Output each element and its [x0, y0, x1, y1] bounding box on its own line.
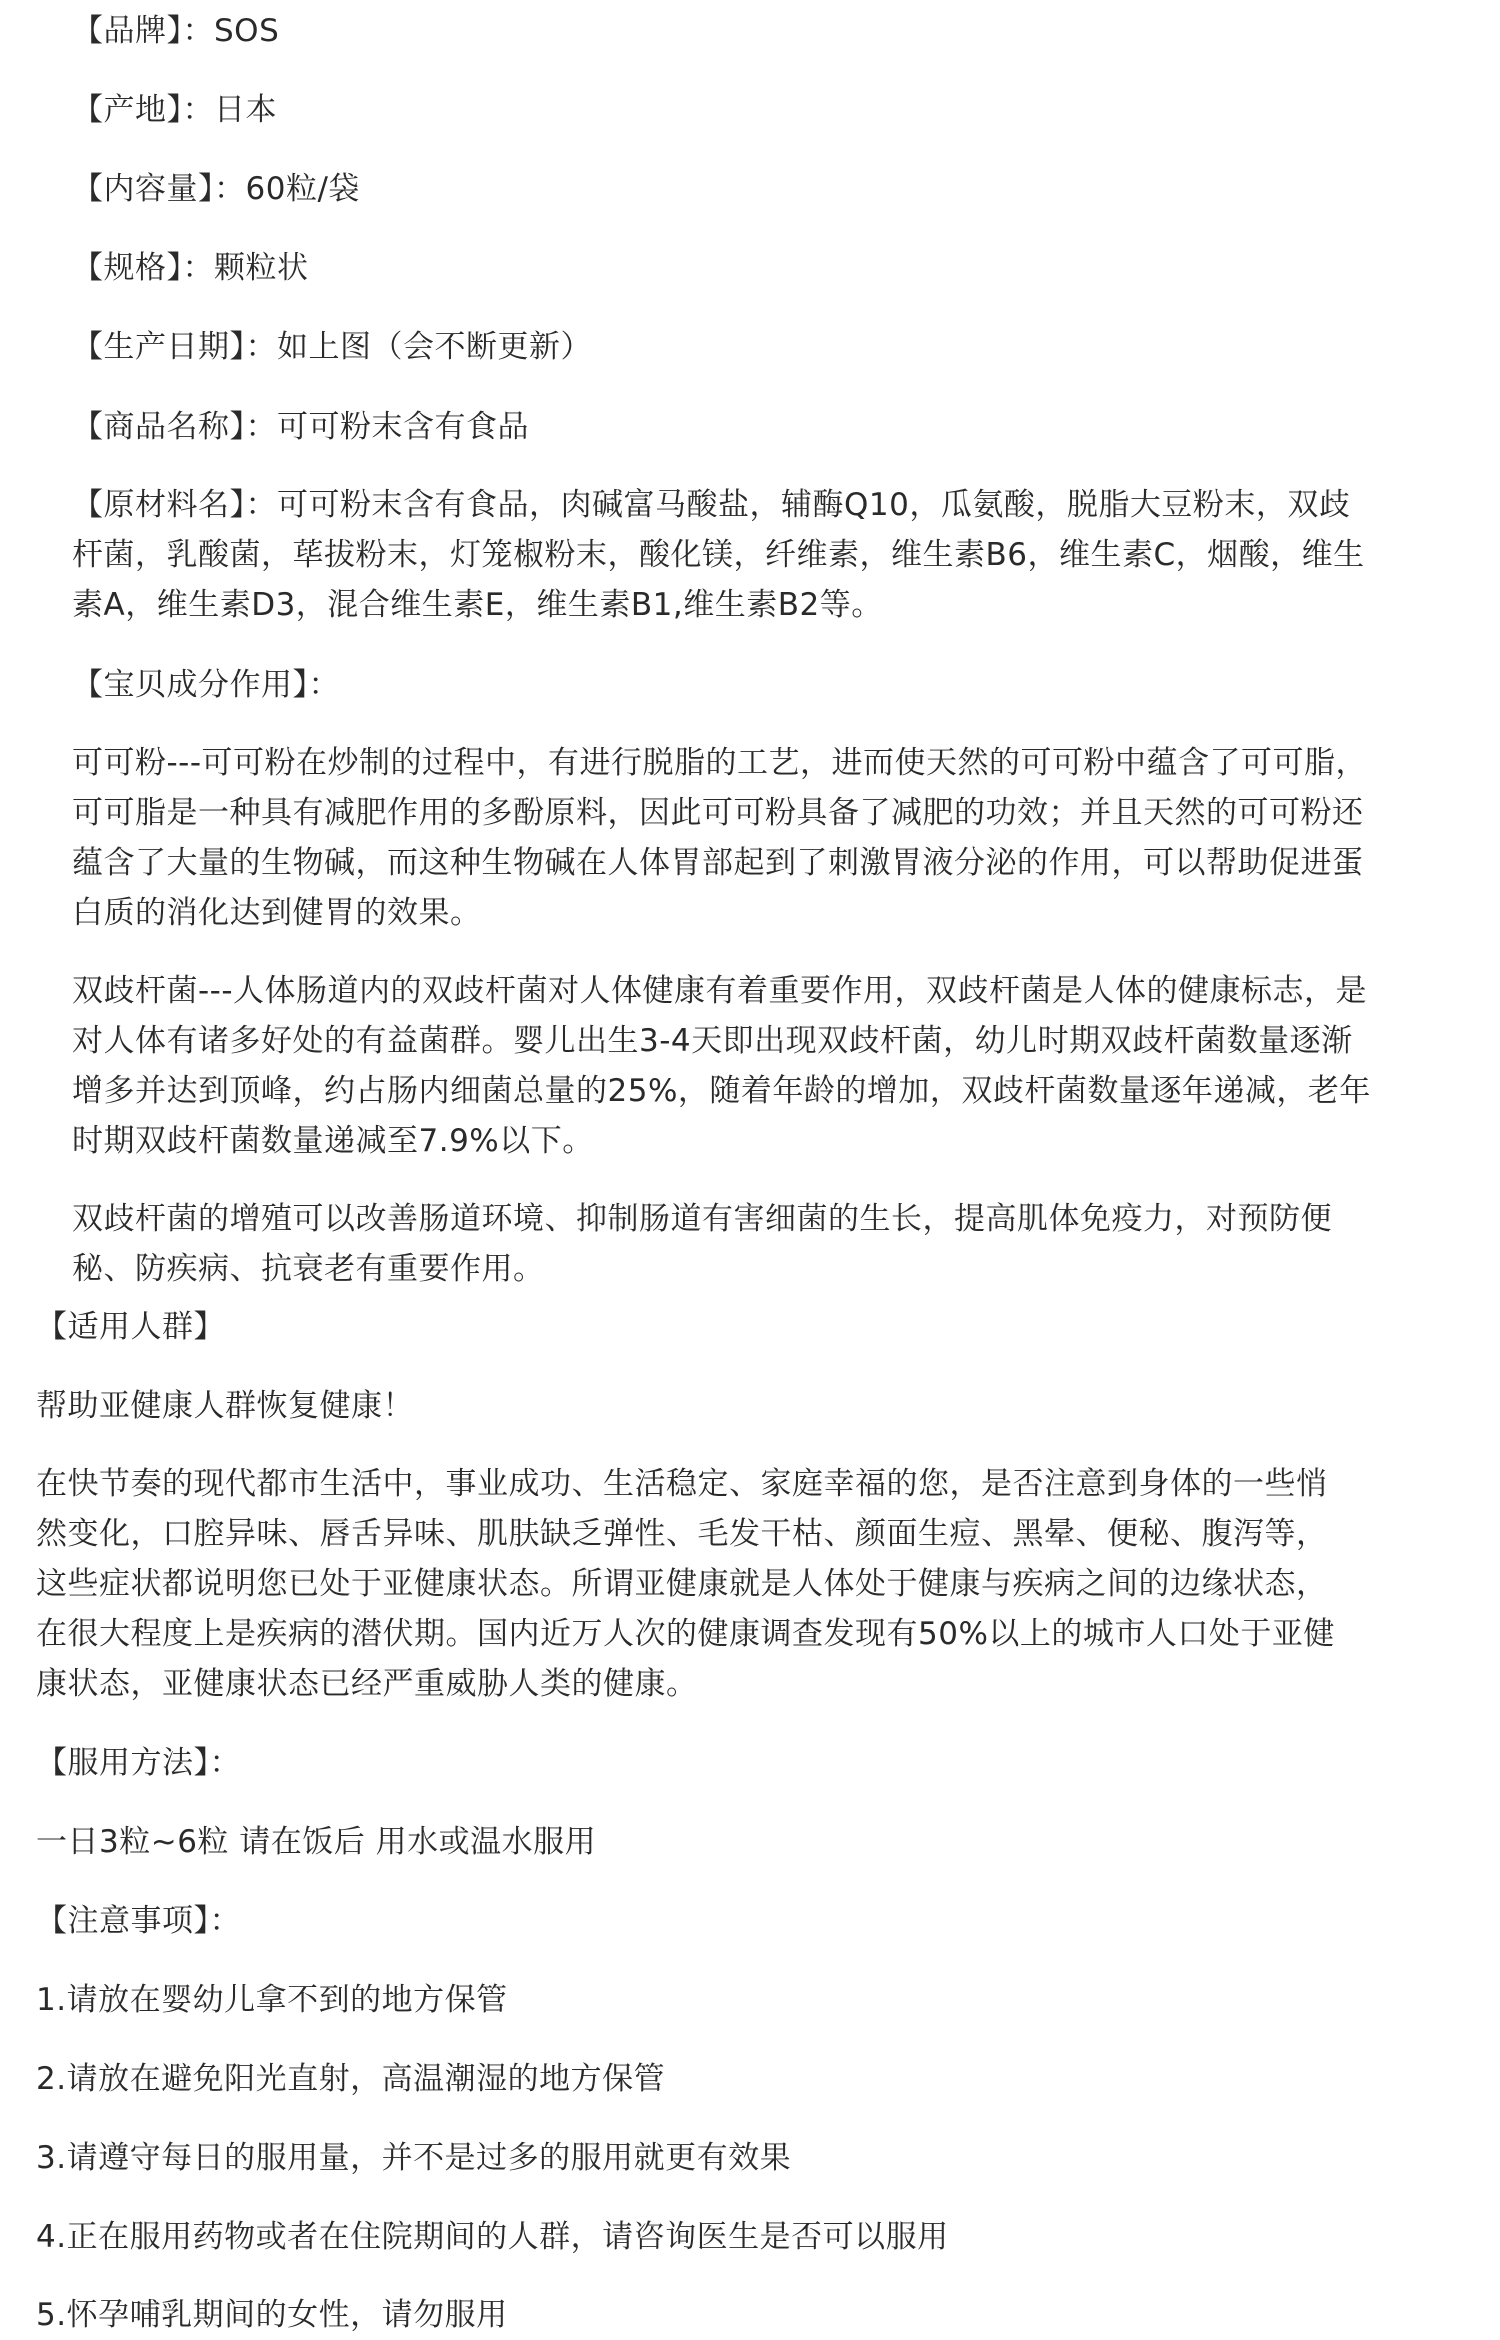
- production-date-line: 【生产日期】：如上图（会不断更新）: [72, 329, 592, 365]
- usage-text: 一日3粒~6粒 请在饭后 用水或温水服用: [36, 1824, 597, 1860]
- note-item: 4.正在服用药物或者在住院期间的人群，请咨询医生是否可以服用: [36, 2219, 949, 2255]
- form-line: 【规格】：颗粒状: [72, 250, 309, 286]
- suitable-body-line: 然变化，口腔异味、唇舌异味、肌肤缺乏弹性、毛发干枯、颜面生痘、黑晕、便秘、腹泻等，: [36, 1516, 1328, 1552]
- cocoa-paragraph-line: 可可粉---可可粉在炒制的过程中，有进行脱脂的工艺，进而使天然的可可粉中蕴含了可可脂，: [72, 745, 1368, 781]
- content-line: 【内容量】：60粒/袋: [72, 171, 360, 207]
- note-item: 1.请放在婴幼儿拿不到的地方保管: [36, 1982, 508, 2018]
- bifido-paragraph-line: 双歧杆菌---人体肠道内的双歧杆菌对人体健康有着重要作用，双歧杆菌是人体的健康标志，是: [72, 973, 1368, 1009]
- origin-line: 【产地】：日本: [72, 92, 277, 128]
- ingredients-line-3: 素A，维生素D3，混合维生素E，维生素B1,维生素B2等。: [72, 587, 883, 623]
- ingredients-line-1: 【原材料名】：可可粉末含有食品，肉碱富马酸盐，辅酶Q10，瓜氨酸，脱脂大豆粉末，双歧: [72, 487, 1351, 523]
- suitable-body-line: 在很大程度上是疾病的潜伏期。国内近万人次的健康调查发现有50%以上的城市人口处于亚健: [36, 1616, 1335, 1652]
- product-name-line: 【商品名称】：可可粉末含有食品: [72, 409, 529, 445]
- suitable-body-line: 这些症状都说明您已处于亚健康状态。所谓亚健康就是人体处于健康与疾病之间的边缘状态，: [36, 1566, 1328, 1602]
- bifido-benefit-line: 秘、防疾病、抗衰老有重要作用。: [72, 1251, 545, 1287]
- bifido-benefit-line: 双歧杆菌的增殖可以改善肠道环境、抑制肠道有害细菌的生长，提高肌体免疫力，对预防便: [72, 1201, 1332, 1237]
- note-item: 5.怀孕哺乳期间的女性，请勿服用: [36, 2297, 508, 2333]
- cocoa-paragraph-line: 蕴含了大量的生物碱，而这种生物碱在人体胃部起到了刺激胃液分泌的作用，可以帮助促进蛋: [72, 845, 1364, 881]
- ingredients-line-2: 杆菌，乳酸菌，荜拔粉末，灯笼椒粉末，酸化镁，纤维素，维生素B6，维生素C，烟酸，维生: [72, 537, 1365, 573]
- suitable-body-line: 康状态，亚健康状态已经严重威胁人类的健康。: [36, 1666, 698, 1702]
- suitable-heading: 【适用人群】: [36, 1309, 225, 1345]
- cocoa-paragraph-line: 可可脂是一种具有减肥作用的多酚原料，因此可可粉具备了减肥的功效；并且天然的可可粉还: [72, 795, 1364, 831]
- notes-heading: 【注意事项】：: [36, 1903, 241, 1939]
- bifido-paragraph-line: 增多并达到顶峰，约占肠内细菌总量的25%，随着年龄的增加，双歧杆菌数量逐年递减，老年: [72, 1073, 1371, 1109]
- bifido-paragraph-line: 时期双歧杆菌数量递减至7.9%以下。: [72, 1123, 594, 1159]
- suitable-tagline: 帮助亚健康人群恢复健康！: [36, 1388, 414, 1424]
- effects-heading: 【宝贝成分作用】：: [72, 667, 340, 703]
- bifido-paragraph-line: 对人体有诸多好处的有益菌群。婴儿出生3-4天即出现双歧杆菌，幼儿时期双歧杆菌数量逐渐: [72, 1023, 1353, 1059]
- cocoa-paragraph-line: 白质的消化达到健胃的效果。: [72, 895, 482, 931]
- usage-heading: 【服用方法】：: [36, 1745, 241, 1781]
- note-item: 3.请遵守每日的服用量，并不是过多的服用就更有效果: [36, 2140, 792, 2176]
- note-item: 2.请放在避免阳光直射，高温潮湿的地方保管: [36, 2061, 666, 2097]
- suitable-body-line: 在快节奏的现代都市生活中，事业成功、生活稳定、家庭幸福的您，是否注意到身体的一些悄: [36, 1466, 1328, 1502]
- brand-line: 【品牌】：SOS: [72, 13, 280, 49]
